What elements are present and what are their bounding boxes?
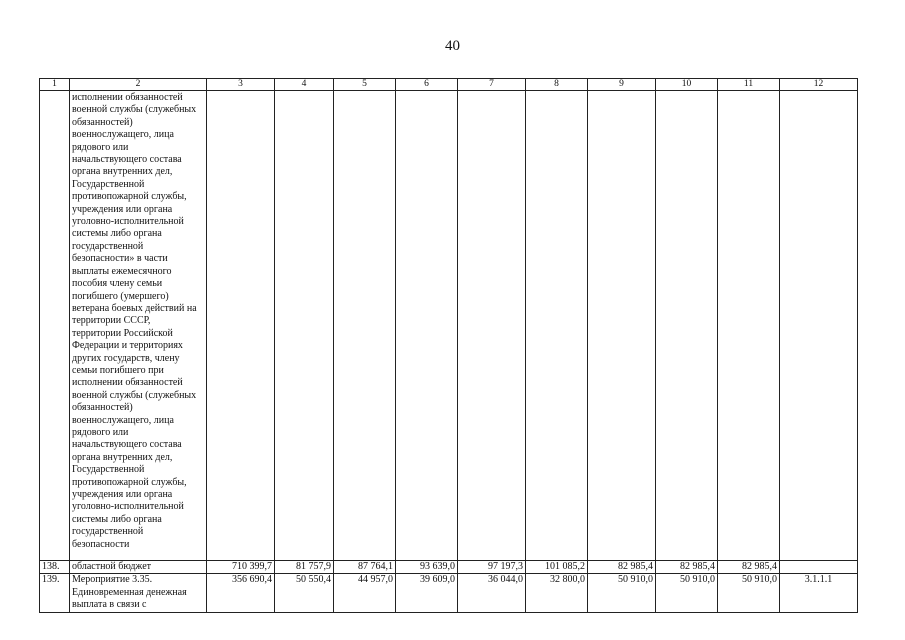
row-number-cell [40,91,70,561]
value-cell [656,91,718,561]
value-cell [334,91,396,561]
text-line: исполнении обязанностей [72,92,183,103]
code-cell [780,561,858,574]
row-number-cell: 139. [40,574,70,613]
header-cell: 5 [334,79,396,91]
value-cell: 50 910,0 [588,574,656,613]
value-cell: 50 550,4 [275,574,334,613]
header-cell: 4 [275,79,334,91]
value-cell [718,91,780,561]
value-cell: 44 957,0 [334,574,396,613]
page-number: 40 [445,38,460,54]
value-cell [458,91,526,561]
text-line: системы либо органа [72,228,162,240]
text-line: военной службы (служебных [72,104,197,116]
text-line: противопожарной службы, [72,191,187,203]
header-cell: 11 [718,79,780,91]
text-line: погибшего (умершего) [72,290,169,302]
continuation-text-cell [70,91,207,561]
row-number-cell: 138. [40,561,70,574]
header-cell: 12 [780,79,858,91]
text-line: пособия члену семьи [72,278,163,290]
value-cell [526,91,588,561]
text-line: начальствующего состава [72,439,182,451]
value-cell [396,91,458,561]
text-line: других государств, члену [72,352,180,364]
text-line: исполнении обязанностей [72,377,183,389]
value-cell [207,91,275,561]
text-line: государственной [72,240,144,252]
text-line: областной бюджет [72,561,152,572]
header-cell: 2 [70,79,207,91]
text-line: военной службы (служебных [72,389,197,401]
text-line: Федерации и территориях [72,340,183,352]
text-line: рядового или [72,141,129,153]
text-line: начальствующего состава [72,154,182,166]
text-line: государственной [72,526,144,538]
text-line: уголовно-исполнительной [72,216,184,228]
value-cell: 710 399,7 [207,561,275,574]
value-cell: 50 910,0 [718,574,780,613]
header-cell: 9 [588,79,656,91]
row-name-cell [70,561,207,574]
value-cell: 87 764,1 [334,561,396,574]
text-line: рядового или [72,426,129,438]
text-line: территории СССР, [72,315,151,327]
value-cell [588,91,656,561]
value-cell: 93 639,0 [396,561,458,574]
continuation-row [40,91,858,561]
value-cell: 36 044,0 [458,574,526,613]
value-cell: 50 910,0 [656,574,718,613]
table-row [40,561,858,574]
text-line: Государственной [72,464,145,476]
text-line: уголовно-исполнительной [72,501,184,513]
text-line: военнослужащего, лица [72,129,174,141]
text-line: выплаты ежемесячного [72,265,172,277]
header-cell: 1 [40,79,70,91]
value-cell: 82 985,4 [656,561,718,574]
value-cell: 39 609,0 [396,574,458,613]
text-line: системы либо органа [72,513,162,525]
code-cell [780,91,858,561]
text-line: органа внутренних дел, [72,451,173,463]
value-cell: 81 757,9 [275,561,334,574]
value-cell: 356 690,4 [207,574,275,613]
text-line: Мероприятие 3.35. [72,574,153,586]
code-cell: 3.1.1.1 [780,574,858,613]
text-line: ветерана боевых действий на [72,302,197,314]
value-cell: 82 985,4 [718,561,780,574]
text-line: безопасности [72,538,130,550]
value-cell: 82 985,4 [588,561,656,574]
budget-table [39,78,858,613]
row-name-cell [70,574,207,613]
text-line: территории Российской [72,327,173,339]
value-cell: 97 197,3 [458,561,526,574]
text-line: Единовременная денежная [72,586,187,598]
text-line: Государственной [72,178,145,190]
header-cell: 8 [526,79,588,91]
text-line: семьи погибшего при [72,364,164,376]
text-line: выплата в связи с [72,599,147,611]
value-cell: 32 800,0 [526,574,588,613]
text-line: противопожарной службы, [72,476,187,488]
text-line: учреждения или органа [72,489,173,500]
value-cell: 101 085,2 [526,561,588,574]
text-line: органа внутренних дел, [72,166,173,178]
column-numbers-row [40,79,858,91]
header-cell: 10 [656,79,718,91]
text-line: военнослужащего, лица [72,414,174,426]
text-line: безопасности» в части [72,253,168,265]
header-cell: 6 [396,79,458,91]
table-row [40,574,858,613]
text-line: обязанностей) [72,116,133,128]
header-cell: 3 [207,79,275,91]
value-cell [275,91,334,561]
text-line: учреждения или органа [72,203,173,215]
header-cell: 7 [458,79,526,91]
text-line: обязанностей) [72,402,133,414]
